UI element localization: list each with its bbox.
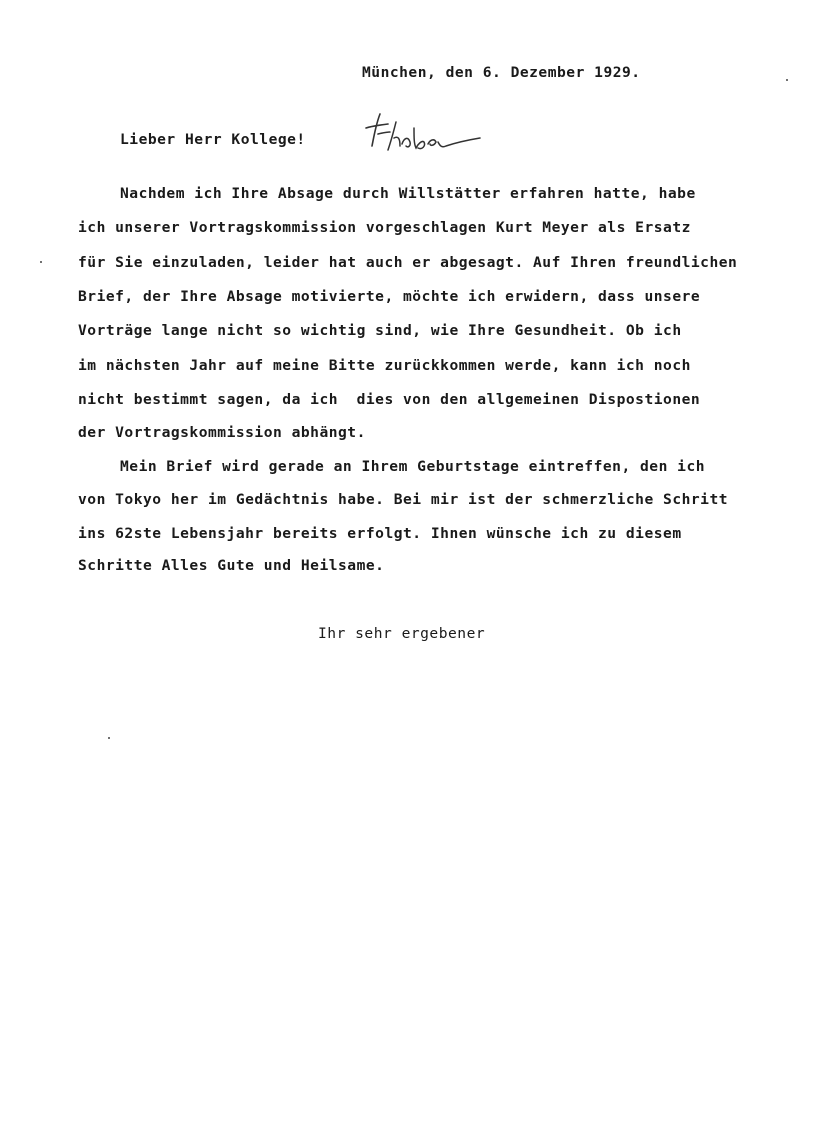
paragraph1-line: für Sie einzuladen, leider hat auch er abgesagt. Auf Ihren freundlichen xyxy=(78,254,738,271)
scan-speck xyxy=(786,79,788,81)
paragraph1-line: nicht bestimmt sagen, da ich dies von den allgemeinen Dispostionen xyxy=(78,391,701,408)
scan-speck xyxy=(108,737,110,739)
paragraph2-line: ins 62ste Lebensjahr bereits erfolgt. Ihnen wünsche ich zu diesem xyxy=(78,525,682,542)
paragraph1-line: ich unserer Vortragskommission vorgeschlagen Kurt Meyer als Ersatz xyxy=(78,219,691,236)
paragraph1-line: Brief, der Ihre Absage motivierte, möchte ich erwidern, dass unsere xyxy=(78,288,701,305)
letter-salutation: Lieber Herr Kollege! xyxy=(120,131,306,148)
paragraph1-line: im nächsten Jahr auf meine Bitte zurückkommen werde, kann ich noch xyxy=(78,357,691,374)
paragraph2-line: Schritte Alles Gute und Heilsame. xyxy=(78,557,385,574)
scan-speck xyxy=(40,261,42,263)
letter-closing: Ihr sehr ergebener xyxy=(318,625,486,642)
paragraph2-line: von Tokyo her im Gedächtnis habe. Bei mir ist der schmerzliche Schritt xyxy=(78,491,729,508)
handwritten-annotation xyxy=(358,108,488,164)
letter-dateline: München, den 6. Dezember 1929. xyxy=(362,64,641,81)
paragraph1-line: der Vortragskommission abhängt. xyxy=(78,424,366,441)
paragraph2-line: Mein Brief wird gerade an Ihrem Geburtstage eintreffen, den ich xyxy=(120,458,706,475)
paragraph1-line: Nachdem ich Ihre Absage durch Willstätter erfahren hatte, habe xyxy=(120,185,696,202)
paragraph1-line: Vorträge lange nicht so wichtig sind, wie Ihre Gesundheit. Ob ich xyxy=(78,322,682,339)
